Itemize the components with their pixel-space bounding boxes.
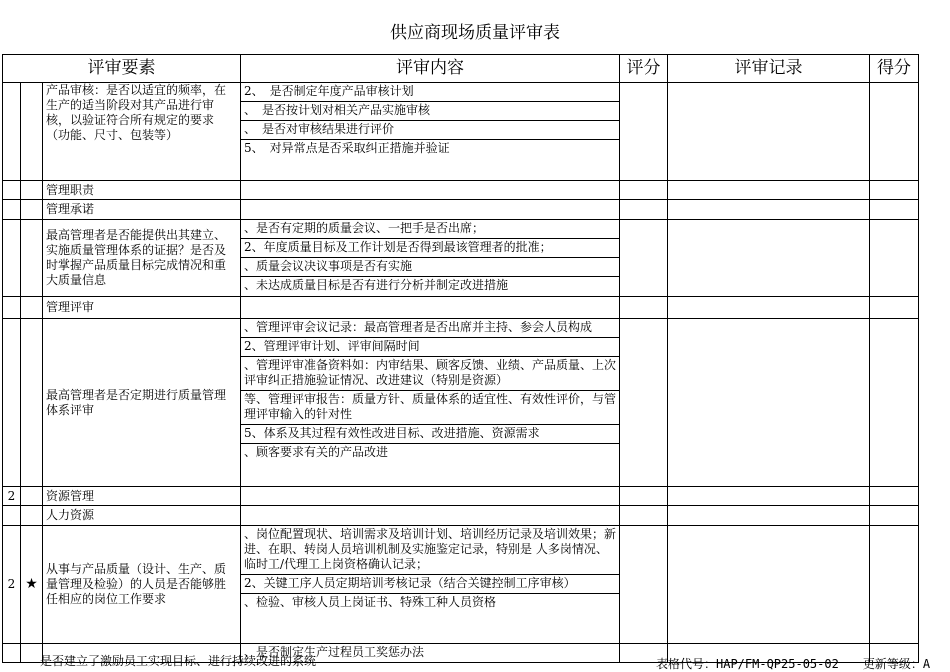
record-cell[interactable] bbox=[668, 506, 870, 526]
table-row bbox=[3, 506, 919, 526]
row-number bbox=[3, 644, 21, 663]
content-item: 、岗位配置现状、培训需求及培训计划、培训经历记录及培训效果；新进、在职、转岗人员培训机制及实施鉴定记录，特别是 人多岗情况、临时工/代理工上岗资格确认记录； bbox=[241, 526, 619, 575]
got-cell[interactable] bbox=[870, 200, 919, 220]
key-mark bbox=[21, 83, 43, 181]
content-cell bbox=[241, 181, 620, 200]
content-cell bbox=[241, 297, 620, 319]
row-number bbox=[3, 319, 21, 487]
table-row bbox=[3, 181, 919, 200]
element-text: 最高管理者是否定期进行质量管理体系评审 bbox=[43, 319, 241, 487]
key-mark bbox=[21, 220, 43, 297]
table-row bbox=[3, 487, 919, 506]
row-number bbox=[3, 181, 21, 200]
row-number: 2 bbox=[3, 526, 21, 644]
content-item: 2、管理评审计划、评审间隔时间 bbox=[241, 338, 619, 357]
score-cell[interactable] bbox=[620, 526, 668, 644]
score-cell[interactable] bbox=[620, 220, 668, 297]
content-cell bbox=[241, 487, 620, 506]
record-cell[interactable] bbox=[668, 83, 870, 181]
content-cell bbox=[241, 83, 620, 181]
content-item: 等、管理评审报告：质量方针、质量体系的适宜性、有效性评价，与管理评审输入的针对性 bbox=[241, 391, 619, 425]
header-row bbox=[3, 55, 919, 83]
review-table bbox=[2, 54, 919, 663]
form-title: 供应商现场质量评审表 bbox=[390, 23, 560, 43]
record-cell[interactable] bbox=[668, 200, 870, 220]
table-row bbox=[3, 526, 919, 644]
table-row bbox=[3, 319, 919, 487]
key-mark bbox=[21, 487, 43, 506]
score-cell[interactable] bbox=[620, 83, 668, 181]
got-cell[interactable] bbox=[870, 297, 919, 319]
got-cell[interactable] bbox=[870, 83, 919, 181]
score-cell[interactable] bbox=[620, 297, 668, 319]
got-cell[interactable] bbox=[870, 181, 919, 200]
content-cell bbox=[241, 506, 620, 526]
record-cell[interactable] bbox=[668, 319, 870, 487]
element-text: 资源管理 bbox=[43, 487, 241, 506]
score-cell[interactable] bbox=[620, 487, 668, 506]
element-text: 管理职责 bbox=[43, 181, 241, 200]
content-item: 、检验、审核人员上岗证书、特殊工种人员资格 bbox=[244, 595, 497, 609]
row-number bbox=[3, 506, 21, 526]
score-cell[interactable] bbox=[620, 506, 668, 526]
score-cell[interactable] bbox=[620, 200, 668, 220]
got-cell[interactable] bbox=[870, 220, 919, 297]
content-cell bbox=[241, 200, 620, 220]
header-content: 评审内容 bbox=[241, 55, 620, 83]
content-item: 2、 是否制定年度产品审核计划 bbox=[241, 83, 619, 102]
key-mark: ★ bbox=[21, 526, 43, 644]
table-row bbox=[3, 83, 919, 181]
element-text: 产品审核：是否以适宜的频率，在生产的适当阶段对其产品进行审核，以验证符合所有规定的要求（功能、尺寸、包装等） bbox=[43, 83, 241, 181]
got-cell[interactable] bbox=[870, 526, 919, 644]
content-item: 、顾客要求有关的产品改进 bbox=[244, 445, 389, 459]
key-mark bbox=[21, 297, 43, 319]
header-got: 得分 bbox=[870, 55, 919, 83]
record-cell[interactable] bbox=[668, 181, 870, 200]
element-text: 管理评审 bbox=[43, 297, 241, 319]
table-row bbox=[3, 297, 919, 319]
table-row bbox=[3, 220, 919, 297]
element-text: 最高管理者是否能提供出其建立、实施质量管理体系的证据？是否及时掌握产品质量目标完成情况和重大质量信息 bbox=[43, 220, 241, 297]
key-mark bbox=[21, 181, 43, 200]
key-mark bbox=[21, 200, 43, 220]
content-item: 5、体系及其过程有效性改进目标、改进措施、资源需求 bbox=[241, 425, 619, 444]
row-number: 2 bbox=[3, 487, 21, 506]
content-item: 、是否制定生产过程员工奖惩办法 bbox=[244, 645, 425, 659]
header-element: 评审要素 bbox=[3, 55, 241, 83]
got-cell[interactable] bbox=[870, 506, 919, 526]
content-cell bbox=[241, 526, 620, 644]
content-item: 2、年度质量目标及工作计划是否得到最该管理者的批准； bbox=[241, 239, 619, 258]
header-score: 评分 bbox=[620, 55, 668, 83]
content-item: 、管理评审准备资料如：内审结果、顾客反馈、业绩、产品质量、上次评审纠正措施验证情况、改进建议（特别是资源） bbox=[241, 357, 619, 391]
element-text: 人力资源 bbox=[43, 506, 241, 526]
element-text: 从事与产品质量（设计、生产、质量管理及检验）的人员是否能够胜任相应的岗位工作要求 bbox=[43, 526, 241, 644]
content-item: 、未达成质量目标是否有进行分析并制定改进措施 bbox=[244, 278, 509, 292]
last-item-text: 是否建立了激励员工实现目标、进行持续改进的系统 bbox=[40, 654, 317, 668]
content-item: 、 是否按计划对相关产品实施审核 bbox=[241, 102, 619, 121]
content-item: 2、关键工序人员定期培训考核记录（结合关键控制工序审核） bbox=[241, 575, 619, 594]
got-cell[interactable] bbox=[870, 487, 919, 506]
content-item: 、质量会议决议事项是否有实施 bbox=[241, 258, 619, 277]
review-rows bbox=[3, 83, 919, 663]
key-mark bbox=[21, 319, 43, 487]
content-item: 、 是否对审核结果进行评价 bbox=[241, 121, 619, 140]
content-cell bbox=[241, 220, 620, 297]
score-cell[interactable] bbox=[620, 319, 668, 487]
table-row bbox=[3, 200, 919, 220]
content-item: 5、 对异常点是否采取纠正措施并验证 bbox=[244, 141, 450, 155]
got-cell[interactable] bbox=[870, 319, 919, 487]
record-cell[interactable] bbox=[668, 526, 870, 644]
content-item: 、是否有定期的质量会议、一把手是否出席； bbox=[241, 220, 619, 239]
key-mark bbox=[21, 506, 43, 526]
element-text: 管理承诺 bbox=[43, 200, 241, 220]
form-code: 表格代号：HAP/FM-QP25-05-02 更新等级：A bbox=[656, 657, 931, 671]
content-cell bbox=[241, 319, 620, 487]
score-cell[interactable] bbox=[620, 181, 668, 200]
row-number bbox=[3, 200, 21, 220]
row-number bbox=[3, 297, 21, 319]
content-item: 、管理评审会议记录：最高管理者是否出席并主持、参会人员构成 bbox=[241, 319, 619, 338]
record-cell[interactable] bbox=[668, 297, 870, 319]
header-record: 评审记录 bbox=[668, 55, 870, 83]
row-number bbox=[3, 83, 21, 181]
row-number bbox=[3, 220, 21, 297]
record-cell[interactable] bbox=[668, 487, 870, 506]
record-cell[interactable] bbox=[668, 220, 870, 297]
